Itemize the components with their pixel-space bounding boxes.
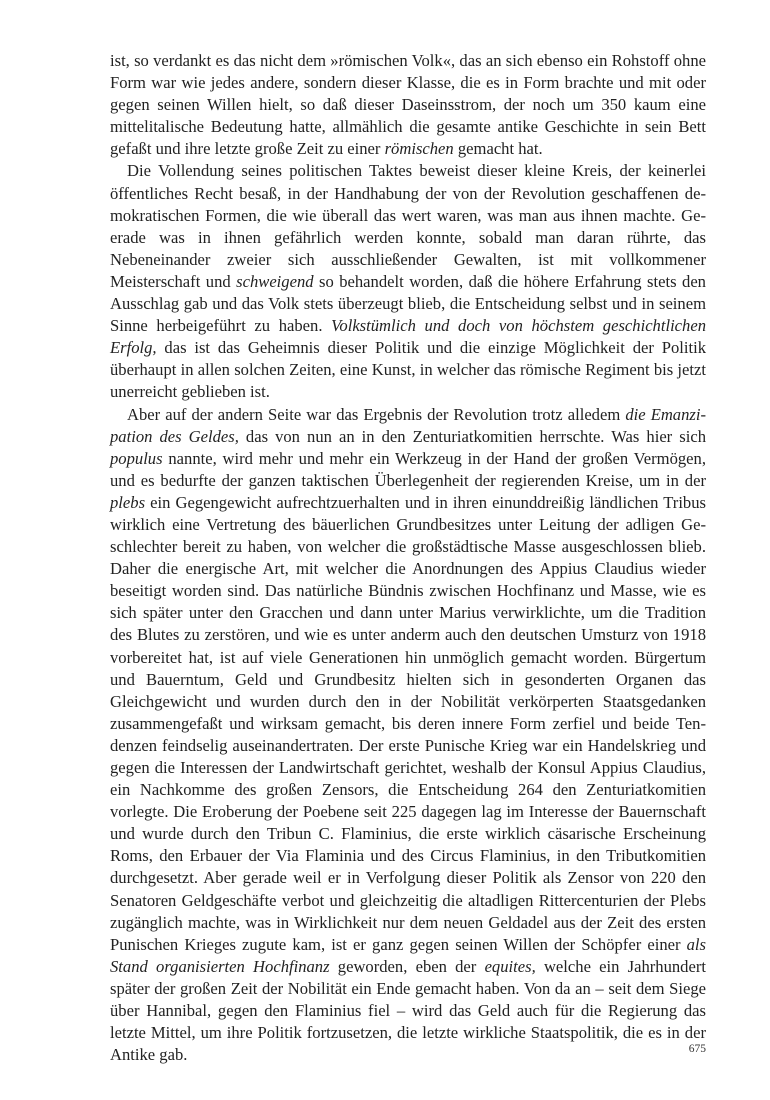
text-run: Aber auf der andern Seite war das Ergebnis der Revolution trotz alledem [127, 404, 626, 424]
italic-run: die Emanzipation des Geldes, [110, 404, 707, 446]
text-run: ein Gegengewicht aufrechtzuerhalten und in ihren einunddreißig ländlichen Tribus wirklich eine Vertretung des bäuerlichen Grundbesitzes unter Leitung der adligen Geschlechter bereit zu haben, von welcher die großstädtische Masse ausgeschlossen blieb. Daher die energische Art, mit welcher die Anordnungen des Appius Claudius wieder beseitigt worden sind. Das natürliche Bündnis zwischen Hochfinanz und Masse, wie es sich später unter den Gracchen und dann unter Marius verwirklichte, um die Tradition des Blutes zu zerstören, und wie es unter anderm auch den deutschen Umsturz von 1918 vorbereitet hat, ist auf viele Generationen hin unmöglich gemacht worden. Bürgertum und Bauerntum, Geld und Grundbesitz hielten sich in gesonderten Organen das Gleichgewicht und wurden durch den in der Nobilität verkörperten Staatsgedanken zusammengefaßt und wirksam gemacht, bis deren innere Form zerfiel und beide Tendenzen feindselig auseinandertraten. Der erste Punische Krieg war ein Handelskrieg und gegen die Interessen der Landwirtschaft gerichtet, weshalb der Konsul Appius Claudius, ein Nachkomme des großen Zensors, die Entscheidung 264 den Zenturiatkomitien vorlegte. Die Eroberung der Poebene seit 225 dagegen lag im Interesse der Bauernschaft und wurde durch den Tribun C. Flaminius, die erste wirklich cäsarische Erscheinung Roms, den Erbauer der Via Flaminia und des Circus Flaminius, in den Tributkomitien durchgesetzt. Aber gerade weil er in Verfolgung dieser Politik als Zensor von 220 den Senatoren Geldgeschäfte verbot und gleichzeitig die altadligen Rittercenturien der Plebs zugänglich machte, was in Wirklichkeit nur dem neuen Geldadel aus der Zeit des ersten Punischen Krieges zugute kam, ist er ganz gegen seinen Willen der Schöpfer einer [110, 492, 706, 954]
page-body [110, 50, 706, 1066]
italic-run: Volkstümlich und doch von höchstem geschichtlichen Erfolg, [110, 316, 707, 358]
page-number: 675 [688, 1043, 706, 1055]
text-run: so behandelt worden, daß die höhere Erfahrung stets den Ausschlag gab und das Volk stets überzeugt blieb, die Entscheidung selbst und in seinem Sinne herbeigeführt zu haben. [110, 271, 706, 336]
paragraph-1 [110, 50, 706, 160]
paragraph-3 [110, 404, 706, 1067]
text-run: ist, so verdankt es das nicht dem »römischen Volk«, das an sich ebenso ein Rohstoff ohne Form war wie jedes andere, sondern dieser Klasse, die es in Form brachte und mit oder gegen seinen Willen hielt, so daß dieser Daseinsstrom, der noch um 350 kaum eine mittelitalische Bedeutung hatte, allmählich die gesamte antike Geschichte in sein Bett gefaßt und ihre letzte große Zeit zu einer [110, 51, 706, 159]
italic-run: plebs [110, 492, 146, 512]
text-run: gemacht hat. [453, 139, 543, 159]
italic-run: populus [110, 448, 163, 468]
italic-run: römischen [384, 139, 454, 159]
paragraph-2 [110, 160, 706, 403]
italic-run: schweigend [236, 271, 314, 291]
text-run: nannte, wird mehr und mehr ein Werkzeug in der Hand der großen Vermögen, und es bedurfte der ganzen taktischen Überlegenheit der regierenden Kreise, um in der [110, 448, 706, 490]
italic-run: als Stand organisierten Hochfinanz [110, 934, 706, 976]
text-run: das ist das Geheimnis dieser Politik und die einzige Möglichkeit der Politik überhaupt in allen solchen Zeiten, eine Kunst, in welcher das römische Regiment bis jetzt unerreicht geblieben ist. [110, 338, 706, 402]
text-run: das von nun an in den Zenturiatkomitien herrschte. Was hier sich [238, 426, 706, 446]
text-run: geworden, eben der [329, 956, 485, 976]
text-run: Die Vollendung seines politischen Taktes beweist dieser kleine Kreis, der keinerlei öffentliches Recht besaß, in der Handhabung der von der Revolution geschaffenen demokratischen Formen, die wie überall das wert waren, was man aus ihnen machte. Geerade was in ihnen gefährlich werden konnte, sobald man daran rührte, das Nebeneinander zweier sich ausschließender Gewalten, ist mit vollkommener Meisterschaft und [110, 161, 706, 291]
text-run: welche ein Jahrhundert später der großen Zeit der Nobilität ein Ende gemacht haben. Von da an – seit dem Siege über Hannibal, gegen den Flaminius fiel – wird das Geld auch für die Regierung das letzte Mittel, um ihre Politik fortzusetzen, die letzte wirkliche Staatspolitik, die es in der Antike gab. [110, 956, 706, 1065]
italic-run: equites, [484, 956, 536, 976]
